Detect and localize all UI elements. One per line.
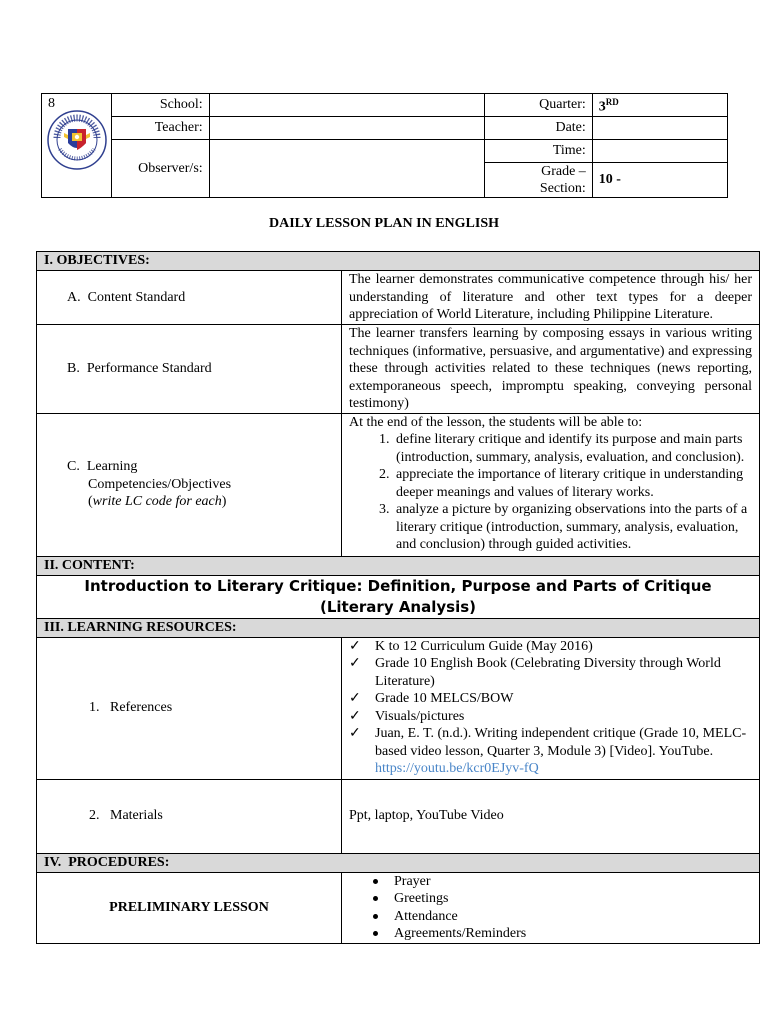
preliminary-item: Agreements/Reminders (394, 925, 752, 943)
preliminary-item: Greetings (394, 890, 752, 908)
learning-competencies-label (37, 413, 342, 556)
school-label: School: (112, 94, 210, 117)
quarter-value: 3 (598, 99, 606, 115)
reference-item (349, 655, 752, 690)
quarter-label: Quarter: (485, 94, 593, 117)
lc-item: 3. analyze a picture by organizing observations into the parts of a literary critique (introduction, summary, analysis, evaluation, and conclusion) through guided activities. (393, 501, 752, 554)
school-field[interactable] (209, 94, 484, 117)
materials-label: 2. Materials (37, 779, 342, 853)
grade-section-label (485, 163, 593, 198)
lc-item: 2. appreciate the importance of literary critique in understanding deeper meanings and values of literary works. (393, 466, 752, 501)
learning-competencies-text (342, 413, 760, 556)
quarter-field[interactable] (592, 94, 727, 117)
content-title-line-2: (Literary Analysis) (320, 597, 476, 616)
page-number: 8 (48, 96, 55, 111)
youtube-link[interactable]: https://youtu.be/kcr0EJyv-fQ (375, 761, 539, 776)
reference-text: Juan, E. T. (n.d.). Writing independent critique (Grade 10, MELC-based video lesson, Quarter 3, Module 3) [Video]. YouTube. (375, 726, 747, 759)
objectives-heading: I. OBJECTIVES: (37, 252, 760, 271)
header-table (41, 93, 728, 198)
lc-list (349, 431, 752, 554)
preliminary-lesson-cell (342, 872, 760, 943)
reference-item (349, 708, 752, 726)
grade-label: Grade – (541, 164, 586, 180)
quarter-suffix: RD (605, 97, 619, 107)
date-field[interactable] (592, 117, 727, 140)
reference-item (349, 725, 752, 778)
check-icon: ✓ (349, 638, 361, 654)
teacher-label: Teacher: (112, 117, 210, 140)
content-standard-text: The learner demonstrates communicative competence through his/ her understanding of literature and other text types for a deeper appreciation of World Literature, including Philippine Literature. (342, 271, 760, 325)
logo-cell (42, 94, 112, 198)
lc-label-line-1: C. Learning (67, 459, 138, 475)
deped-seal-icon (46, 109, 108, 171)
preliminary-lesson-label: PRELIMINARY LESSON (37, 872, 342, 943)
lesson-plan-table (36, 251, 760, 944)
date-label: Date: (485, 117, 593, 140)
performance-standard-text: The learner transfers learning by composing essays in various writing techniques (informative, persuasive, and argumentative) and expressing these through activities related to these techniques (news reporting, extemporaneous speech, impromptu speaking, conveying personal testimony) (342, 325, 760, 414)
preliminary-item: Attendance (394, 908, 752, 926)
section-label: Section: (539, 181, 586, 197)
reference-text: Grade 10 MELCS/BOW (375, 691, 514, 706)
materials-text: Ppt, laptop, YouTube Video (342, 779, 760, 853)
lc-label-line-3: (write LC code for each) (88, 494, 227, 510)
lc-item: 1. define literary critique and identify its purpose and main parts (introduction, summary, analysis, evaluation, and conclusion). (393, 431, 752, 466)
references-list-cell (342, 637, 760, 779)
reference-item (349, 638, 752, 656)
check-icon: ✓ (349, 726, 361, 741)
lc-label-line-2: Competencies/Objectives (88, 476, 232, 492)
preliminary-list (349, 873, 752, 943)
check-icon: ✓ (349, 708, 361, 724)
preliminary-item: Prayer (394, 873, 752, 891)
content-standard-label: A. Content Standard (37, 271, 342, 325)
time-field[interactable] (592, 140, 727, 163)
page-title: DAILY LESSON PLAN IN ENGLISH (268, 216, 500, 231)
reference-text: Grade 10 English Book (Celebrating Diversity through World Literature) (375, 656, 721, 689)
reference-text: K to 12 Curriculum Guide (May 2016) (375, 638, 593, 654)
teacher-field[interactable] (209, 117, 484, 140)
observer-field[interactable] (209, 140, 484, 198)
reference-text: Visuals/pictures (375, 708, 465, 724)
observer-label: Observer/s: (112, 140, 210, 198)
content-title-line-1: Introduction to Literary Critique: Definition, Purpose and Parts of Critique (84, 576, 712, 595)
reference-item (349, 690, 752, 708)
grade-section-field[interactable]: 10 - (592, 163, 727, 198)
lc-intro: At the end of the lesson, the students will be able to: (349, 414, 643, 430)
content-title (37, 575, 760, 618)
check-icon: ✓ (349, 656, 361, 671)
time-label: Time: (485, 140, 593, 163)
check-icon: ✓ (349, 691, 361, 706)
resources-heading: III. LEARNING RESOURCES: (37, 618, 760, 637)
content-heading: II. CONTENT: (37, 556, 760, 575)
lc-code-note: write LC code for each (92, 494, 222, 510)
references-label: 1. References (37, 637, 342, 779)
procedures-heading: IV. PROCEDURES: (37, 853, 760, 872)
performance-standard-label: B. Performance Standard (37, 325, 342, 414)
references-list (349, 638, 752, 778)
